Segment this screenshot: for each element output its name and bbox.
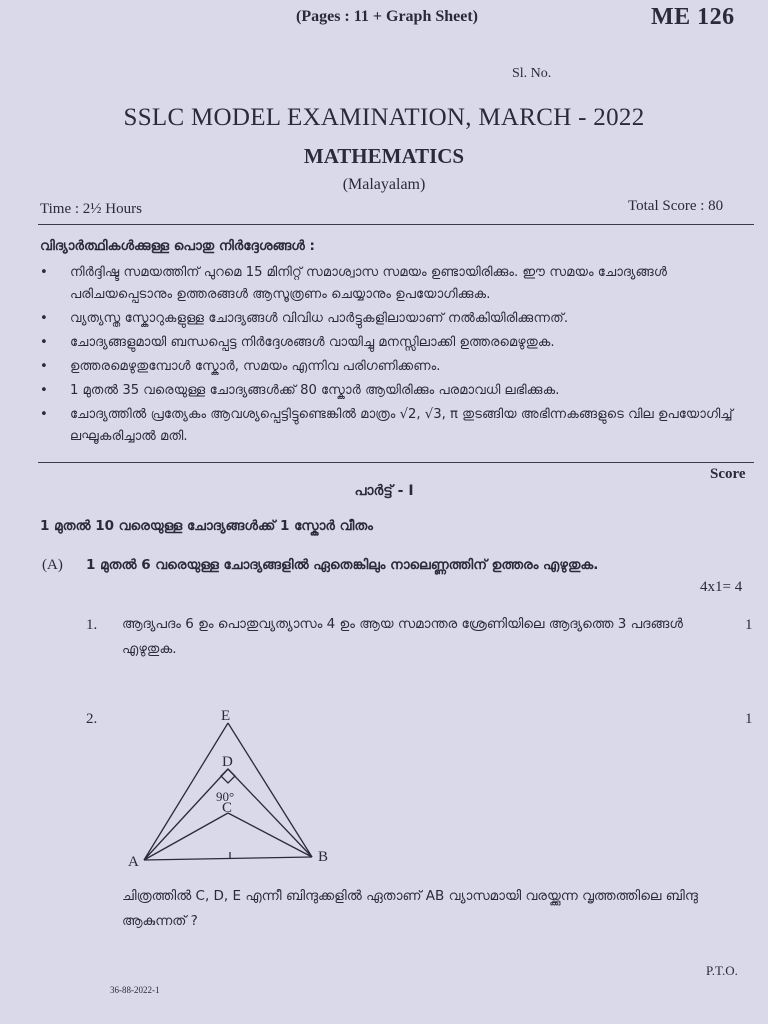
angle-label: 90°: [216, 789, 235, 804]
exam-title: SSLC MODEL EXAMINATION, MARCH - 2022: [123, 104, 645, 131]
bullet-icon: •: [40, 265, 48, 280]
time-label: Time : 2½ Hours: [40, 201, 142, 217]
question-number: 1.: [86, 617, 98, 633]
bullet-icon: •: [40, 335, 48, 350]
bullet-icon: •: [40, 407, 48, 422]
instruction-text: ചോദ്യത്തിൽ പ്രത്യേകം ആവശ്യപ്പെട്ടിട്ടുണ്ടെങ്കിൽ മാത്രം √2, √3, π തുടങ്ങിയ അഭിന്നകങ്ങളുടെ വില ഉപയോഗിച്ച് ലഘൂകരിച്ചാൽ മതി.: [70, 407, 733, 444]
bullet-icon: •: [40, 311, 48, 326]
instructions-list: [40, 262, 754, 450]
instruction-text: 1 മുതൽ 35 വരെയുള്ള ചോദ്യങ്ങൾക്ക് 80 സ്കോർ ആയിരിക്കും പരമാവധി ലഭിക്കുക.: [70, 383, 560, 398]
right-angle-marker: [221, 769, 235, 783]
part-title: പാർട്ട് - I: [354, 483, 414, 499]
score-column-label: Score: [710, 466, 746, 482]
triangle-figure: [120, 700, 350, 875]
instructions-divider: [38, 462, 754, 463]
label-c: C: [222, 800, 233, 816]
paper-code: ME 126: [651, 4, 735, 30]
bullet-icon: •: [40, 359, 48, 374]
header-divider: [38, 224, 754, 225]
instruction-item: [40, 404, 754, 448]
segment-bc: [228, 813, 312, 857]
pages-info: (Pages : 11 + Graph Sheet): [296, 8, 478, 25]
label-e: E: [221, 708, 231, 724]
total-score-label: Total Score : 80: [628, 198, 724, 214]
section-instruction: 1 മുതൽ 6 വരെയുള്ള ചോദ്യങ്ങളിൽ ഏതെങ്കിലും നാലെണ്ണത്തിന് ഉത്തരം എഴുതുക.: [86, 557, 599, 573]
question-number: 2.: [86, 711, 98, 727]
subject-title: MATHEMATICS: [303, 144, 465, 168]
segment-bd: [228, 769, 312, 857]
instruction-item: [40, 356, 754, 378]
medium-label: (Malayalam): [342, 176, 426, 193]
question-score: 1: [745, 617, 753, 633]
instruction-text: നിർദ്ദിഷ്ട സമയത്തിന് പുറമെ 15 മിനിറ്റ് സമാശ്വാസ സമയം ഉണ്ടായിരിക്കും. ഈ സമയം ചോദ്യങ്ങൾ പരിചയപ്പെടാനും ഉത്തരങ്ങൾ ആസൂത്രണം ചെയ്യാനും ഉപയോഗിക്കുക.: [70, 265, 668, 302]
segment-ab: [144, 857, 312, 860]
question-score: 1: [745, 711, 753, 727]
instruction-item: [40, 262, 754, 306]
pto-label: P.T.O.: [706, 963, 738, 978]
serial-number-label: Sl. No.: [512, 66, 552, 81]
label-b: B: [318, 849, 329, 865]
instruction-text: വ്യത്യസ്ത സ്കോറുകളുള്ള ചോദ്യങ്ങൾ വിവിധ പാർട്ടുകളിലായാണ് നൽകിയിരിക്കുന്നത്.: [70, 311, 569, 326]
part-subtitle: 1 മുതൽ 10 വരെയുള്ള ചോദ്യങ്ങൾക്ക് 1 സ്കോർ വീതം: [40, 518, 373, 534]
instruction-item: [40, 308, 754, 330]
instruction-item: [40, 332, 754, 354]
instruction-text: ഉത്തരമെഴുതുമ്പോൾ സ്കോർ, സമയം എന്നിവ പരിഗണിക്കണം.: [70, 359, 441, 374]
footer-code: 36-88-2022-1: [110, 985, 160, 995]
instructions-heading: വിദ്യാർത്ഥികൾക്കുള്ള പൊതു നിർദ്ദേശങ്ങൾ :: [40, 238, 315, 254]
section-label: (A): [42, 557, 63, 573]
segment-be: [228, 723, 312, 857]
bullet-icon: •: [40, 383, 48, 398]
section-score: 4x1= 4: [700, 579, 743, 595]
question-text: ചിത്രത്തിൽ C, D, E എന്നീ ബിന്ദുക്കളിൽ ഏതാണ് AB വ്യാസമായി വരയ്ക്കുന്ന വൃത്തത്തിലെ ബിന്ദു ആകുന്നത് ?: [122, 888, 698, 929]
segment-ac: [144, 813, 228, 860]
label-d: D: [222, 754, 233, 770]
segment-ad: [144, 769, 228, 860]
instruction-item: [40, 380, 754, 402]
label-a: A: [128, 854, 139, 870]
question-text: ആദ്യപദം 6 ഉം പൊതുവ്യത്യാസം 4 ഉം ആയ സമാന്തര ശ്രേണിയിലെ ആദ്യത്തെ 3 പദങ്ങൾ എഴുതുക.: [122, 616, 683, 657]
instruction-text: ചോദ്യങ്ങളുമായി ബന്ധപ്പെട്ട നിർദ്ദേശങ്ങൾ വായിച്ചു മനസ്സിലാക്കി ഉത്തരമെഴുതുക.: [70, 335, 555, 350]
